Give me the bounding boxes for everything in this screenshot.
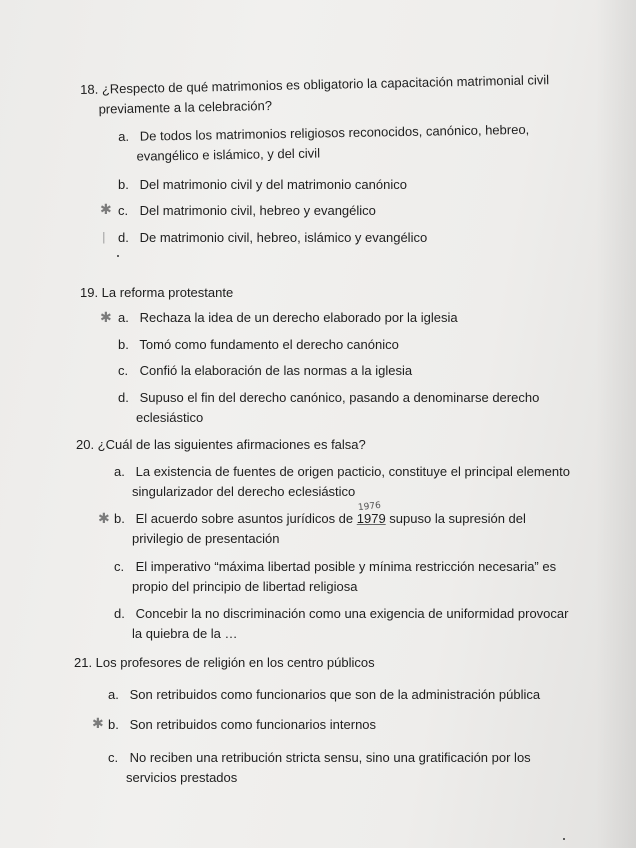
option-text: Supuso el fin del derecho canónico, pasando a denominarse derecho	[139, 390, 540, 405]
option-text: Del matrimonio civil, hebreo y evangélico	[139, 203, 376, 218]
option-text: Tomó como fundamento el derecho canónico	[139, 337, 399, 352]
option-text: De todos los matrimonios religiosos reconocidos, canónico, hebreo,	[139, 121, 530, 144]
question-title-line: 19. La reforma protestante	[80, 285, 234, 300]
answer-option-b[interactable]	[114, 509, 526, 549]
answer-option-a[interactable]	[118, 308, 458, 328]
option-letter: c.	[108, 750, 119, 765]
option-letter: a.	[118, 128, 130, 144]
option-text: La existencia de fuentes de origen pacticio, constituye el principal elemento	[135, 464, 570, 479]
option-letter: c.	[114, 559, 125, 574]
question-title-line: 21. Los profesores de religión en los centro públicos	[74, 655, 375, 670]
option-text: eclesiástico	[136, 410, 204, 425]
asterisk-mark-icon: ✱	[98, 511, 110, 527]
answer-option-d[interactable]	[114, 604, 568, 644]
option-text: Son retribuidos como funcionarios que son de la administración pública	[129, 687, 541, 702]
stray-dot	[117, 255, 119, 257]
question-title-line: 18. ¿Respecto de qué matrimonios es obligatorio la capacitación matrimonial civil	[80, 72, 550, 97]
answer-option-b[interactable]	[118, 335, 399, 355]
answer-option-c[interactable]	[114, 557, 556, 597]
option-text: propio del principio de libertad religiosa	[132, 579, 358, 594]
option-text: De matrimonio civil, hebreo, islámico y evangélico	[139, 230, 428, 245]
option-letter: c.	[118, 203, 129, 218]
option-text: Concebir la no discriminación como una exigencia de uniformidad provocar	[135, 606, 569, 621]
answer-option-a[interactable]	[118, 120, 530, 167]
answer-option-a[interactable]	[108, 685, 540, 705]
option-text: No reciben una retribución stricta sensu, sino una gratificación por los	[129, 750, 531, 765]
option-text: la quiebra de la …	[132, 626, 238, 641]
answer-option-b[interactable]	[118, 175, 407, 195]
question-title-line: previamente a la celebración?	[98, 97, 273, 117]
option-text: El acuerdo sobre asuntos jurídicos de	[135, 511, 357, 526]
stray-dot	[563, 838, 565, 840]
answer-option-d[interactable]	[118, 388, 539, 428]
option-text: supuso la supresión del	[385, 511, 526, 526]
option-text: privilegio de presentación	[132, 531, 280, 546]
option-year: 1979	[356, 511, 386, 526]
asterisk-mark-icon: ✱	[92, 716, 104, 732]
answer-option-c[interactable]	[108, 748, 531, 788]
option-letter: b.	[118, 177, 129, 192]
option-letter: a.	[118, 310, 129, 325]
option-letter: b.	[114, 511, 125, 526]
option-text: Son retribuidos como funcionarios internos	[129, 717, 377, 732]
option-text: Del matrimonio civil y del matrimonio canónico	[139, 177, 407, 192]
option-text: El imperativo “máxima libertad posible y mínima restricción necesaria” es	[135, 559, 557, 574]
question-title	[80, 70, 550, 120]
option-letter: d.	[114, 606, 125, 621]
question-title	[76, 435, 366, 455]
option-letter: b.	[108, 717, 119, 732]
option-letter: b.	[118, 337, 129, 352]
answer-option-d[interactable]	[118, 228, 427, 248]
asterisk-mark-icon: ✱	[100, 310, 112, 326]
option-letter: c.	[118, 363, 129, 378]
pencil-tick-icon: ǀ	[102, 230, 106, 244]
option-text: Confió la elaboración de las normas a la iglesia	[139, 363, 413, 378]
answer-option-c[interactable]	[118, 201, 376, 221]
question-title	[74, 653, 375, 673]
option-text: singularizador del derecho eclesiástico	[132, 484, 356, 499]
option-text: Rechaza la idea de un derecho elaborado por la iglesia	[139, 310, 458, 325]
answer-option-b[interactable]	[108, 715, 376, 735]
option-letter: a.	[108, 687, 119, 702]
answer-option-c[interactable]	[118, 361, 412, 381]
option-letter: a.	[114, 464, 125, 479]
option-text: servicios prestados	[126, 770, 238, 785]
question-title-line: 20. ¿Cuál de las siguientes afirmaciones es falsa?	[76, 437, 366, 452]
asterisk-mark-icon: ✱	[100, 202, 112, 218]
option-letter: d.	[118, 230, 129, 245]
option-letter: d.	[118, 390, 129, 405]
option-text: evangélico e islámico, y del civil	[136, 145, 321, 164]
question-title	[80, 283, 233, 303]
answer-option-a[interactable]	[114, 462, 570, 502]
handwritten-year: 1976	[357, 500, 382, 514]
page-shadow	[596, 0, 636, 848]
